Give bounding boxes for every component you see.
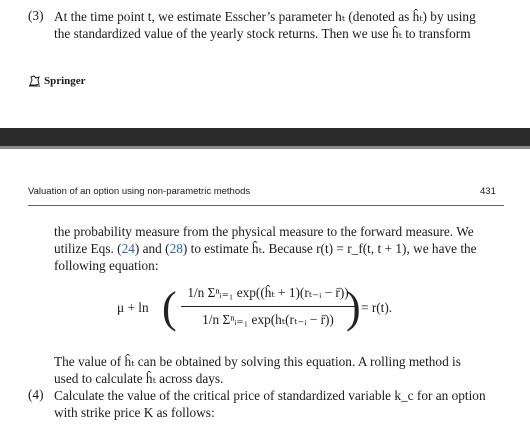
equation-link[interactable]: 24 (121, 241, 135, 256)
publisher-logo (28, 74, 86, 87)
publisher-name: Springer (44, 74, 86, 87)
equation-rhs: = r(t). (361, 300, 393, 315)
page-gap (0, 128, 530, 146)
springer-horse-icon (28, 74, 41, 87)
equation-denominator: 1/n Σⁿᵢ₌₁ exp(hₜ(rₜ₋ᵢ − r̄)) (202, 312, 334, 327)
display-equation (0, 278, 530, 342)
para1-line-1: the probability measure from the physical measure to the forward measure. We (54, 224, 474, 239)
left-paren: ( (162, 283, 177, 332)
item3-line-2: the standardized value of the yearly stock returns. Then we use ĥₜ to transform (54, 26, 471, 41)
current-page (0, 149, 530, 426)
para2-line-1: The value of ĥₜ can be obtained by solving this equation. A rolling method is (54, 354, 461, 369)
page-number: 431 (480, 186, 496, 197)
para1-line-2: utilize Eqs. (24) and (28) to estimate ĥₜ. Because r(t) = r_f(t, t + 1), we have the (54, 241, 477, 256)
equation-fraction (181, 282, 355, 331)
right-paren: ) (346, 283, 361, 332)
para2-line-2: used to calculate ĥₜ across days. (54, 371, 224, 386)
item3-line-1: At the time point t, we estimate Esscher’s parameter hₜ (denoted as ĥₜ) by using (54, 9, 476, 24)
para1-line-3: following equation: (54, 258, 159, 273)
previous-page (0, 0, 530, 128)
equation-numerator: 1/n Σⁿᵢ₌₁ exp((ĥₜ + 1)(rₜ₋ᵢ − r̄)) (187, 285, 349, 300)
equation-link[interactable]: 28 (169, 241, 183, 256)
fraction-bar (181, 306, 355, 307)
list-item-number: (3) (28, 8, 44, 23)
item4-line-1: Calculate the value of the critical price of standardized variable k_c for an option (54, 388, 486, 403)
item4-line-2: with strike price K as follows: (54, 405, 215, 420)
running-head: Valuation of an option using non-parametric methods (28, 186, 251, 197)
equation-lhs: μ + ln (117, 300, 149, 315)
header-rule (28, 205, 504, 206)
list-item-number: (4) (28, 387, 44, 402)
